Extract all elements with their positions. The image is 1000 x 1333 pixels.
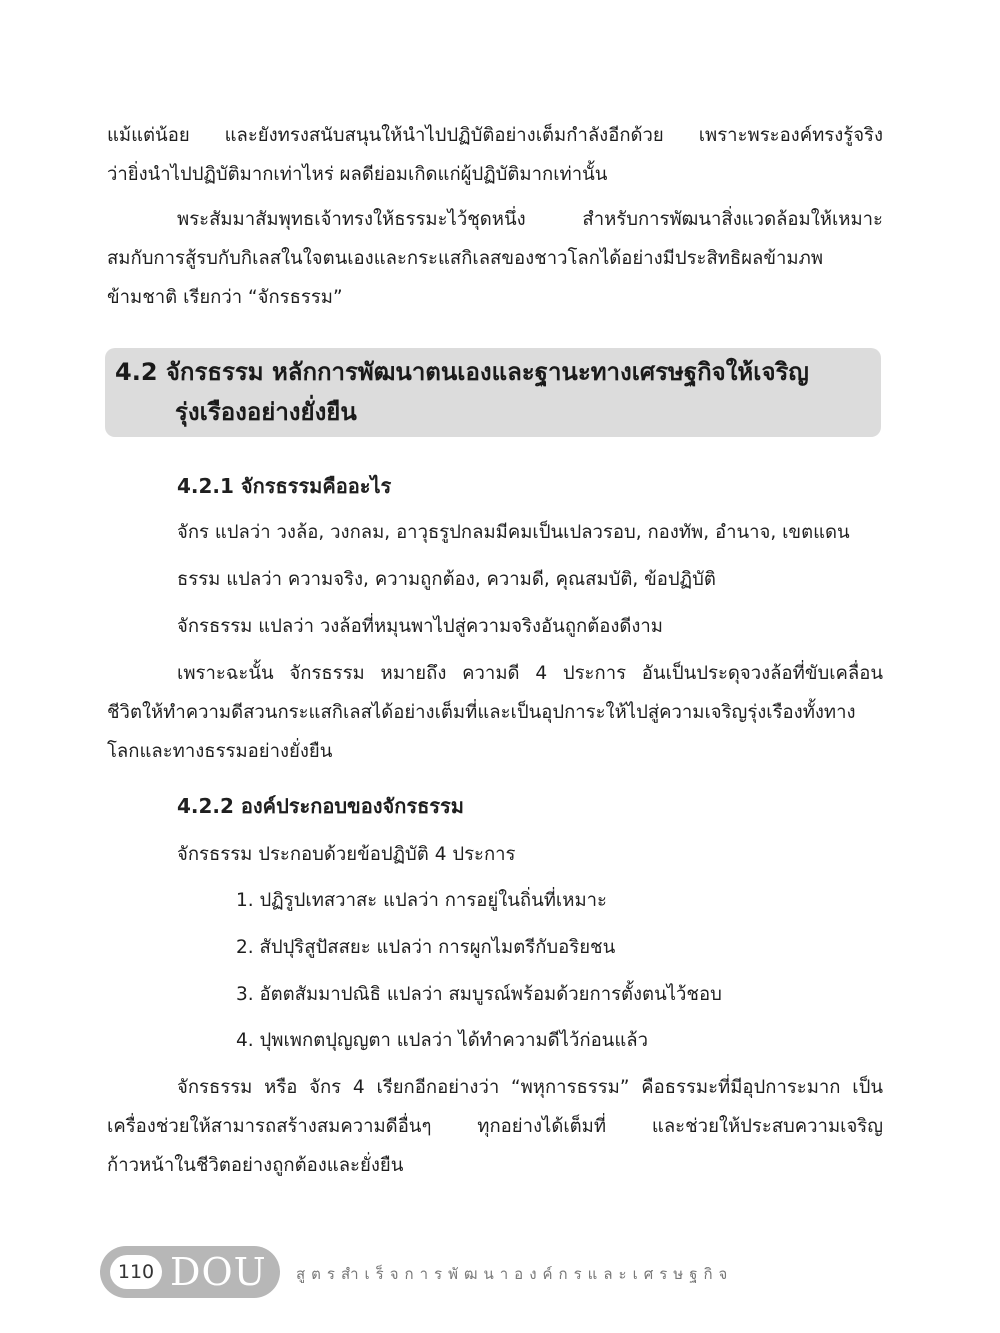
list-item: 2. สัปปุริสูปัสสยะ แปลว่า การผูกไมตรีกับอริยชน [236,937,616,958]
running-title: สูตรสำเร็จการพัฒนาองค์กรและเศรษฐกิจ [296,1265,734,1283]
section-heading-box [105,348,881,437]
section-heading [115,352,809,432]
footer-badge [100,1246,280,1298]
dou-logo: DOU [170,1250,267,1294]
text-line: โลกและทางธรรมอย่างยั่งยืน [107,741,333,762]
text-line: เพราะฉะนั้น จักรธรรม หมายถึง ความดี 4 ประการ อันเป็นประดุจวงล้อที่ขับเคลื่อน [177,663,883,684]
list-item: 4. ปุพเพกตปุญญตา แปลว่า ได้ทำความดีไว้ก่อนแล้ว [236,1030,648,1051]
text-line: สมกับการสู้รบกับกิเลสในใจตนเองและกระแสกิเลสของชาวโลกได้อย่างมีประสิทธิผลข้ามภพ [107,248,824,269]
subsection-title-4-2-2: 4.2.2 องค์ประกอบของจักรธรรม [177,794,464,818]
text-line: ชีวิตให้ทำความดีสวนกระแสกิเลสได้อย่างเต็มที่และเป็นอุปการะให้ไปสู่ความเจริญรุ่งเรืองทั้งทาง [107,702,856,723]
list-item: 3. อัตตสัมมาปณิธิ แปลว่า สมบูรณ์พร้อมด้วยการตั้งตนไว้ชอบ [236,984,722,1005]
text-line: ข้ามชาติ เรียกว่า “จักรธรรม” [107,287,343,308]
text-line: ว่ายิ่งนำไปปฏิบัติมากเท่าไหร่ ผลดีย่อมเกิดแก่ผู้ปฏิบัติมากเท่านั้น [107,164,608,185]
section-heading-line-2: รุ่งเรืองอย่างยั่งยืน [175,398,357,426]
page-number: 110 [110,1255,162,1289]
text-line: จักรธรรม หรือ จักร 4 เรียกอีกอย่างว่า “พหุการธรรม” คือธรรมะที่มีอุปการะมาก เป็น [177,1077,883,1098]
intro-paragraph-1 [107,116,883,194]
text-line: เครื่องช่วยให้สามารถสร้างสมความดีอื่นๆ ทุกอย่างได้เต็มที่ และช่วยให้ประสบความเจริญ [107,1116,883,1137]
definition-dhamma: ธรรม แปลว่า ความจริง, ความถูกต้อง, ความดี, คุณสมบัติ, ข้อปฏิบัติ [177,569,716,590]
section-heading-line-1: 4.2 จักรธรรม หลักการพัฒนาตนเองและฐานะทางเศรษฐกิจให้เจริญ [115,358,809,386]
sub1-paragraph [107,654,883,771]
intro-paragraph-2 [107,200,883,317]
list-item: 1. ปฏิรูปเทสวาสะ แปลว่า การอยู่ในถิ่นที่เหมาะ [236,890,607,911]
definition-chakdhamma: จักรธรรม แปลว่า วงล้อที่หมุนพาไปสู่ความจริงอันถูกต้องดีงาม [177,616,664,637]
text-line: พระสัมมาสัมพุทธเจ้าทรงให้ธรรมะไว้ชุดหนึ่ง สำหรับการพัฒนาสิ่งแวดล้อมให้เหมาะ [177,209,883,230]
definition-chak: จักร แปลว่า วงล้อ, วงกลม, อาวุธรูปกลมมีคมเป็นเปลวรอบ, กองทัพ, อำนาจ, เขตแดน [177,522,850,543]
text-line: ก้าวหน้าในชีวิตอย่างถูกต้องและยั่งยืน [107,1155,404,1176]
text-line: แม้แต่น้อย และยังทรงสนับสนุนให้นำไปปฏิบัติอย่างเต็มกำลังอีกด้วย เพราะพระองค์ทรงรู้จริง [107,125,883,146]
components-lead: จักรธรรม ประกอบด้วยข้อปฏิบัติ 4 ประการ [177,844,516,865]
subsection-title-4-2-1: 4.2.1 จักรธรรมคืออะไร [177,474,392,498]
sub2-paragraph [107,1068,883,1185]
